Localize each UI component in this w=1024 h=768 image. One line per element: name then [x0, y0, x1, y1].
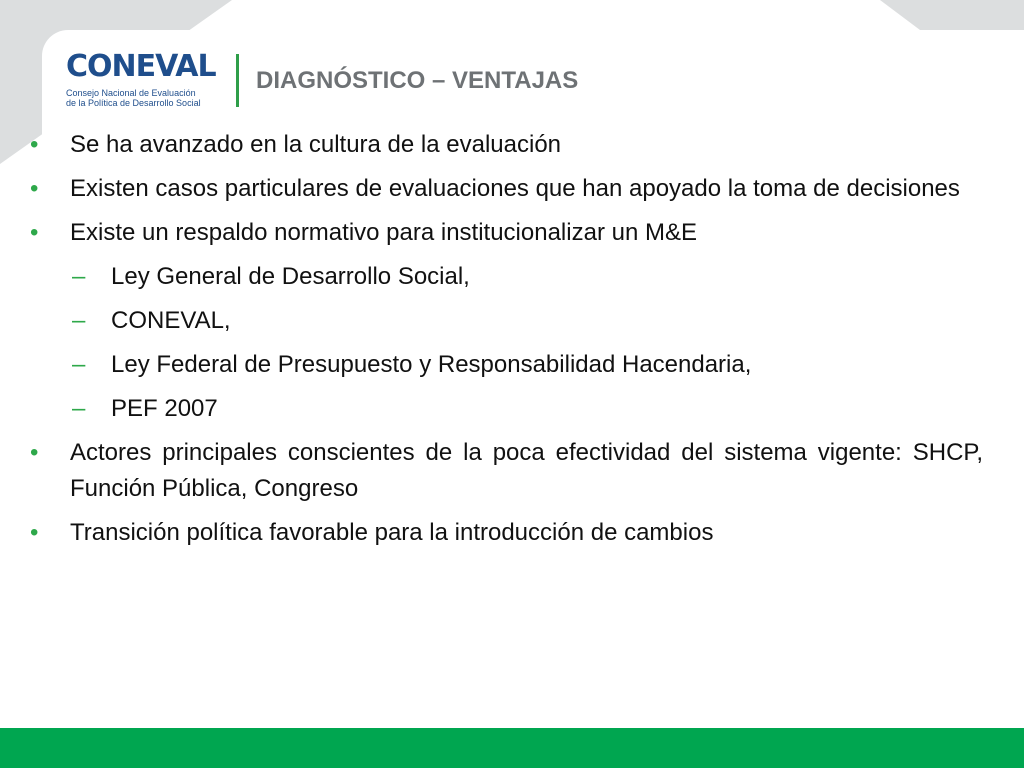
logo-subtitle-line2: de la Política de Desarrollo Social	[66, 98, 201, 108]
bullet-marker: •	[30, 519, 39, 546]
list-item-text: Actores principales conscientes de la poca efectividad del sistema vigente: SHCP, Función Pública, Congreso	[70, 439, 983, 502]
footer-bar	[0, 728, 1024, 768]
sub-list-item	[28, 391, 983, 427]
bullet-marker: •	[30, 175, 39, 202]
list-item	[28, 515, 983, 551]
sub-list-item	[28, 347, 983, 383]
coneval-logo	[66, 50, 216, 112]
bullet-marker: •	[30, 439, 39, 466]
logo-wordmark: CONEVAL	[66, 49, 216, 84]
list-item-text: Se ha avanzado en la cultura de la evaluación	[70, 131, 562, 158]
title-divider	[236, 54, 239, 107]
list-item	[28, 435, 983, 507]
list-item	[28, 215, 983, 251]
dash-marker: –	[72, 307, 86, 334]
list-item	[28, 171, 983, 207]
list-item-text: Transición política favorable para la introducción de cambios	[70, 519, 714, 546]
list-item-text: Ley General de Desarrollo Social,	[111, 263, 470, 290]
dash-marker: –	[72, 263, 86, 290]
dash-marker: –	[72, 351, 86, 378]
slide-content	[28, 127, 983, 559]
list-item	[28, 127, 983, 163]
list-item-text: Existe un respaldo normativo para institucionalizar un M&E	[70, 219, 697, 246]
logo-subtitle-line1: Consejo Nacional de Evaluación	[66, 88, 196, 98]
list-item-text: Existen casos particulares de evaluaciones que han apoyado la toma de decisiones	[70, 175, 960, 202]
dash-marker: –	[72, 395, 86, 422]
list-item-text: PEF 2007	[111, 395, 218, 422]
logo-subtitle	[66, 88, 201, 108]
list-item-text: CONEVAL,	[111, 307, 231, 334]
slide-title: DIAGNÓSTICO – VENTAJAS	[256, 67, 579, 94]
list-item-text: Ley Federal de Presupuesto y Responsabilidad Hacendaria,	[111, 351, 752, 378]
bullet-marker: •	[30, 219, 39, 246]
sub-list-item	[28, 259, 983, 295]
sub-list-item	[28, 303, 983, 339]
bullet-marker: •	[30, 131, 39, 158]
